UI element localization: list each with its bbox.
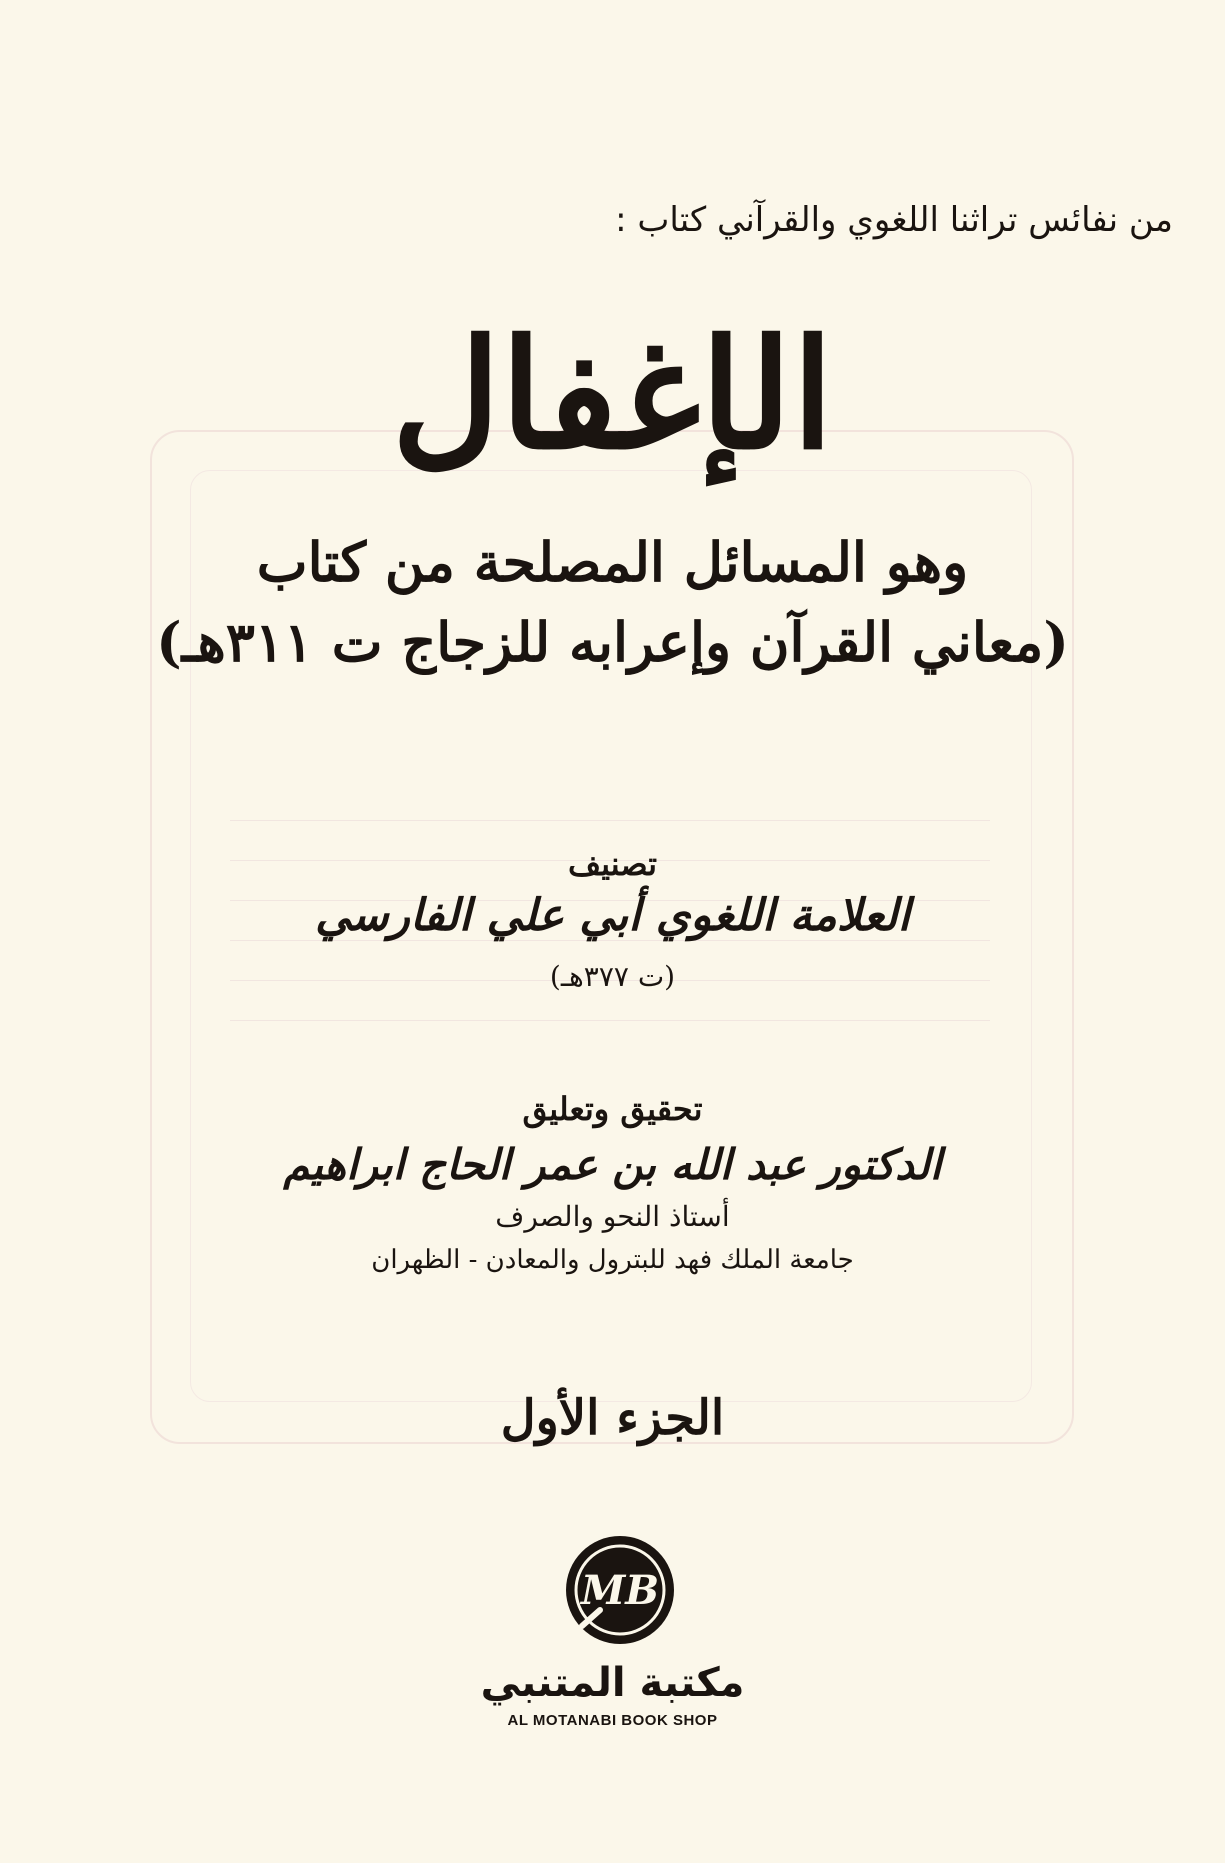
compilation-label: تصنيف [567, 845, 658, 883]
series-line: من نفائس تراثنا اللغوي والقرآني كتاب : [615, 200, 1173, 240]
publisher-logo [560, 1530, 680, 1650]
editing-label: تحقيق وتعليق [522, 1090, 703, 1128]
editor-affiliation: جامعة الملك فهد للبترول والمعادن - الظهران [371, 1245, 854, 1275]
source-title: (معاني القرآن وإعرابه للزجاج ت ٣١١هـ) [156, 610, 1069, 674]
bleed-through-line [230, 1020, 990, 1021]
bleed-through-line [230, 820, 990, 821]
editor-name: الدكتور عبد الله بن عمر الحاج ابراهيم [283, 1140, 942, 1189]
main-title: الإغفال [391, 307, 834, 483]
logo-monogram: MB [580, 1567, 660, 1614]
publisher-name-arabic: مكتبة المتنبي [480, 1660, 745, 1706]
editor-position: أستاذ النحو والصرف [495, 1200, 730, 1233]
subtitle: وهو المسائل المصلحة من كتاب [256, 530, 969, 594]
publisher-name-english: AL MOTANABI BOOK SHOP [507, 1712, 718, 1729]
author-death-date: (ت ٣٧٧هـ) [549, 960, 676, 993]
author-name: العلامة اللغوي أبي علي الفارسي [315, 890, 910, 941]
volume-label: الجزء الأول [500, 1390, 725, 1446]
